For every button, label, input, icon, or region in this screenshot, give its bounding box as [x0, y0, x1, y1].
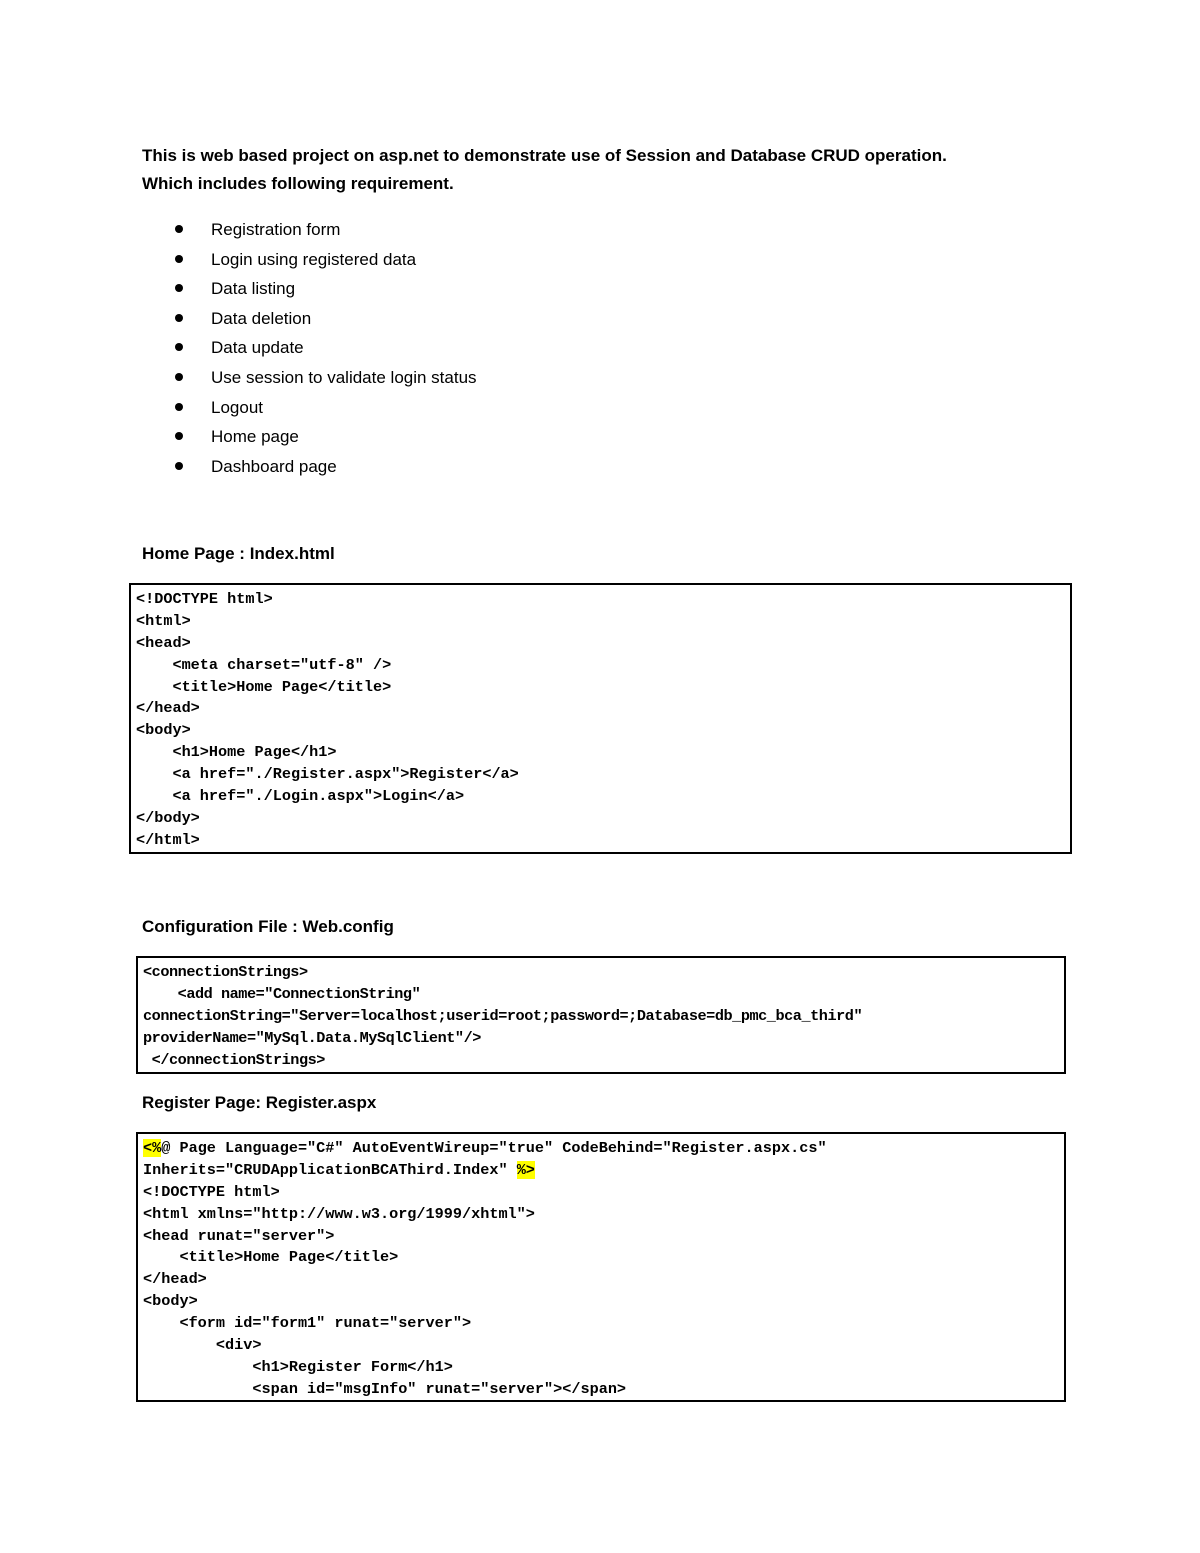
intro-line-2: Which includes following requirement. [142, 174, 454, 193]
bullet-icon [175, 403, 183, 411]
list-item: Logout [140, 393, 477, 423]
list-item: Data update [140, 333, 477, 363]
code-line: <a href="./Login.aspx">Login</a> [136, 787, 465, 806]
code-line: </head> [143, 1270, 207, 1289]
bullet-icon [175, 343, 183, 351]
code-line: <head runat="server"> [143, 1226, 335, 1245]
code-line: <span id="msgInfo" runat="server"></span> [143, 1379, 627, 1398]
home-page-heading: Home Page : Index.html [142, 544, 335, 563]
code-line: <h1>Register Form</h1> [143, 1357, 453, 1376]
list-item: Data listing [140, 274, 477, 304]
requirements-list [140, 215, 477, 481]
code-line [143, 1138, 1059, 1160]
code-line: <form id="form1" runat="server"> [143, 1314, 472, 1333]
code-line: <h1>Home Page</h1> [136, 743, 337, 762]
bullet-icon [175, 255, 183, 263]
bullet-icon [175, 432, 183, 440]
code-line: </body> [136, 808, 200, 827]
code-line: <title>Home Page</title> [143, 1248, 399, 1267]
register-code-block [136, 1132, 1066, 1402]
code-line [143, 1160, 1059, 1182]
list-item: Use session to validate login status [140, 363, 477, 393]
code-line: connectionString="Server=localhost;userid=root;password=;Database=db_pmc_bca_third" [143, 1006, 863, 1025]
bullet-icon [175, 314, 183, 322]
code-line: <html xmlns="http://www.w3.org/1999/xhtml"> [143, 1204, 535, 1223]
code-line: <head> [136, 633, 191, 652]
code-line: <meta charset="utf-8" /> [136, 655, 392, 674]
list-item: Login using registered data [140, 245, 477, 275]
intro-line-1: This is web based project on asp.net to demonstrate use of Session and Database CRUD operation. [142, 146, 947, 165]
code-line: <title>Home Page</title> [136, 677, 392, 696]
code-line: <a href="./Register.aspx">Register</a> [136, 765, 519, 784]
intro-paragraph [142, 142, 1082, 198]
bullet-icon [175, 373, 183, 381]
config-file-heading: Configuration File : Web.config [142, 917, 394, 936]
bullet-icon [175, 225, 183, 233]
directive-line-1: @ Page Language="C#" AutoEventWireup="true" CodeBehind="Register.aspx.cs" [161, 1139, 827, 1157]
bullet-icon [175, 284, 183, 292]
list-item: Data deletion [140, 304, 477, 334]
code-line: <body> [136, 721, 191, 740]
code-line: <div> [143, 1336, 262, 1355]
code-line: </head> [136, 699, 200, 718]
config-code-block [136, 956, 1066, 1074]
directive-open-highlight: <% [143, 1139, 162, 1157]
code-line: </html> [136, 830, 200, 849]
directive-line-2: Inherits="CRUDApplicationBCAThird.Index" [143, 1160, 517, 1179]
code-line: <html> [136, 611, 191, 630]
code-line: <body> [143, 1292, 198, 1311]
list-item: Home page [140, 422, 477, 452]
home-page-code-block [129, 583, 1072, 854]
directive-close-highlight: %> [516, 1160, 535, 1179]
code-line: <!DOCTYPE html> [136, 590, 273, 608]
code-line: <connectionStrings> [143, 963, 308, 981]
register-page-heading: Register Page: Register.aspx [142, 1093, 377, 1112]
code-line: <add name="ConnectionString" [143, 984, 421, 1003]
list-item: Dashboard page [140, 452, 477, 482]
code-line: <!DOCTYPE html> [143, 1182, 280, 1201]
code-line: </connectionStrings> [143, 1050, 325, 1069]
code-line: providerName="MySql.Data.MySqlClient"/> [143, 1028, 481, 1047]
bullet-icon [175, 462, 183, 470]
list-item: Registration form [140, 215, 477, 245]
